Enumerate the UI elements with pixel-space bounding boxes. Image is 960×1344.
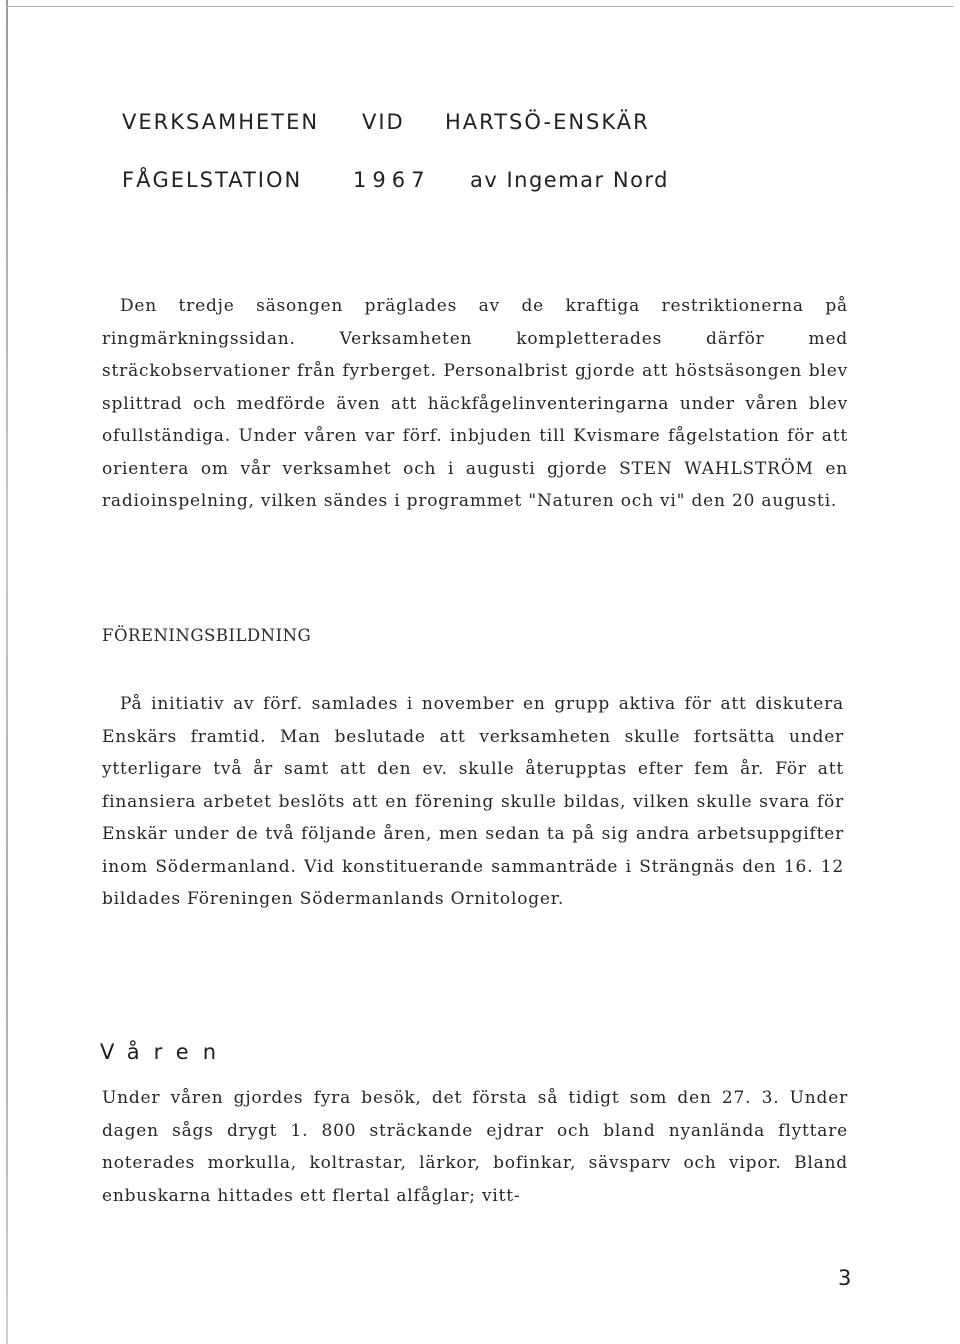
title-year: 1967 bbox=[353, 168, 431, 192]
section-heading-varen: Våren bbox=[100, 1040, 231, 1064]
title-author: av Ingemar Nord bbox=[470, 168, 670, 192]
title-word-verksamheten: VERKSAMHETEN bbox=[122, 110, 320, 134]
title-word-fagelstation: FÅGELSTATION bbox=[122, 168, 303, 192]
page-number: 3 bbox=[838, 1266, 852, 1290]
intro-paragraph: Den tredje säsongen präglades av de kraftiga restriktionerna på ringmärkningssidan. Verksamheten kompletterades därför med sträckobservationer från fyrberget. Personalbrist gjorde att höstsäsongen blev splittrad och medförde även att häckfågelinventeringarna under våren blev ofullständiga. Under våren var förf. inbjuden till Kvismare fågelstation för att orientera om vår verksamhet och i augusti gjorde STEN WAHLSTRÖM en radioinspelning, vilken sändes i programmet "Naturen och vi" den 20 augusti. bbox=[102, 296, 848, 511]
title-word-hartso-enskar: HARTSÖ-ENSKÄR bbox=[445, 110, 650, 134]
foreningsbildning-paragraph: På initiativ av förf. samlades i november en grupp aktiva för att diskutera Enskärs framtid. Man beslutade att verksamheten skulle fortsätta under ytterligare två år samt att den ev. skulle återupptas efter fem år. För att finansiera arbetet beslöts att en förening skulle bildas, vilken skulle svara för Enskär under de två följande åren, men sedan ta på sig andra arbetsuppgifter inom Södermanland. Vid konstituerande sammanträde i Strängnäs den 16. 12 bildades Föreningen Södermanlands Ornitologer. bbox=[102, 694, 844, 909]
title-word-vid: VID bbox=[362, 110, 405, 134]
scan-edge-top bbox=[6, 6, 954, 7]
section-heading-foreningsbildning: FÖRENINGSBILDNING bbox=[102, 626, 312, 645]
scan-edge-left bbox=[6, 0, 8, 1344]
varen-paragraph: Under våren gjordes fyra besök, det första så tidigt som den 27. 3. Under dagen sågs drygt 1. 800 sträckande ejdrar och bland nyanlända flyttare noterades morkulla, koltrastar, lärkor, bofinkar, sävsparv och vipor. Bland enbuskarna hittades ett flertal alfåglar; vitt- bbox=[102, 1088, 848, 1206]
